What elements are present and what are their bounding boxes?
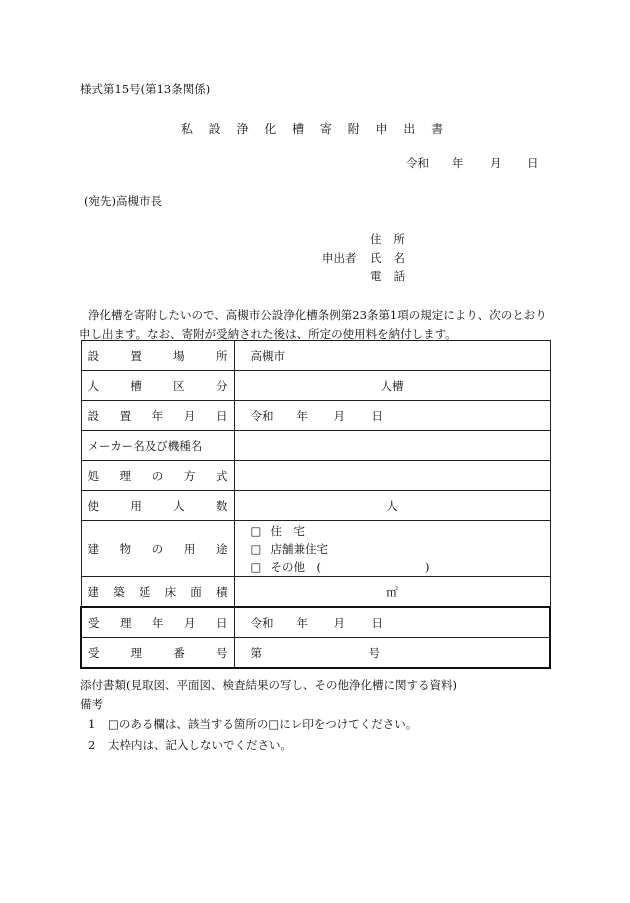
checkbox-shop-house[interactable]: □	[250, 541, 262, 556]
intro-line-2: 申し出ます。なお、寄附が受納された後は、所定の使用料を納付します。	[79, 327, 457, 341]
size-label: 人 槽 区 分	[87, 378, 228, 393]
date-era: 令和	[406, 156, 429, 170]
date-month: 月	[490, 156, 502, 170]
method-value[interactable]	[234, 461, 550, 491]
application-date	[406, 155, 539, 171]
applicant-name-label: 氏名	[370, 250, 417, 265]
usage-option-other[interactable]: □ その他 ( )	[250, 559, 430, 574]
row-floor-area	[81, 577, 550, 608]
receipt-no-value: 第 号	[234, 638, 550, 669]
row-receipt-no	[81, 638, 550, 669]
date-year: 年	[452, 156, 464, 170]
remark-item: 1 □のある欄は、該当する箇所の□にレ印をつけてください。	[88, 717, 418, 731]
usage-options	[234, 521, 550, 577]
remarks-list	[88, 714, 417, 756]
applicant-role: 申出者	[322, 250, 357, 265]
receipt-no-label: 受 理 番 号	[88, 645, 228, 660]
row-method	[81, 461, 550, 491]
row-users	[81, 491, 550, 521]
intro-line-1: 浄化槽を寄附したいので、高槻市公設浄化槽条例第23条第1項の規定により、次のとおり	[88, 308, 547, 322]
remarks-heading: 備考	[80, 697, 103, 711]
usage-option-shop-house[interactable]: □ 店舗兼住宅	[250, 541, 328, 556]
location-value[interactable]: 高槻市	[234, 341, 550, 371]
floor-area-unit: ㎡	[386, 584, 398, 599]
users-value[interactable]	[234, 491, 550, 521]
size-value[interactable]	[234, 371, 550, 401]
date-day: 日	[527, 156, 539, 170]
checkbox-other[interactable]: □	[250, 559, 262, 574]
usage-option-house[interactable]: □ 住 宅	[250, 523, 305, 538]
remark-item: 2 太枠内は、記入しないでください。	[88, 738, 292, 752]
receipt-date-value: 令和 年 月 日	[234, 607, 550, 638]
document-title: 私 設 浄 化 槽 寄 附 申 出 書	[180, 122, 450, 136]
applicant-block	[322, 230, 417, 286]
checkbox-house[interactable]: □	[250, 523, 262, 538]
floor-area-value[interactable]	[234, 577, 550, 608]
row-maker	[81, 431, 550, 461]
row-install-date	[81, 401, 550, 431]
addressee: (宛先)高槻市長	[84, 194, 162, 208]
users-label: 使 用 人 数	[87, 498, 228, 513]
install-date-label: 設 置 年 月 日	[87, 408, 228, 423]
row-usage	[81, 521, 550, 577]
floor-area-label: 建 築 延 床 面 積	[87, 584, 228, 599]
application-table	[80, 340, 551, 669]
size-unit: 人槽	[380, 378, 404, 393]
maker-label: メーカー名及び機種名	[87, 438, 203, 453]
location-label: 設 置 場 所	[87, 348, 228, 363]
intro-text	[79, 306, 559, 344]
method-label: 処 理 の 方 式	[87, 468, 228, 483]
usage-label: 建 物 の 用 途	[87, 541, 228, 556]
applicant-address-label: 住所	[370, 232, 417, 246]
row-receipt-date	[81, 607, 550, 638]
form-number: 様式第15号(第13条関係)	[80, 82, 211, 96]
applicant-phone-label: 電話	[370, 269, 417, 283]
users-unit: 人	[386, 498, 398, 513]
install-date-value[interactable]: 令和 年 月 日	[234, 401, 550, 431]
receipt-date-label: 受 理 年 月 日	[88, 615, 228, 630]
attachments-note: 添付書類(見取図、平面図、検査結果の写し、その他浄化槽に関する資料)	[80, 678, 457, 692]
row-size	[81, 371, 550, 401]
row-location	[81, 341, 550, 371]
maker-value[interactable]	[234, 431, 550, 461]
